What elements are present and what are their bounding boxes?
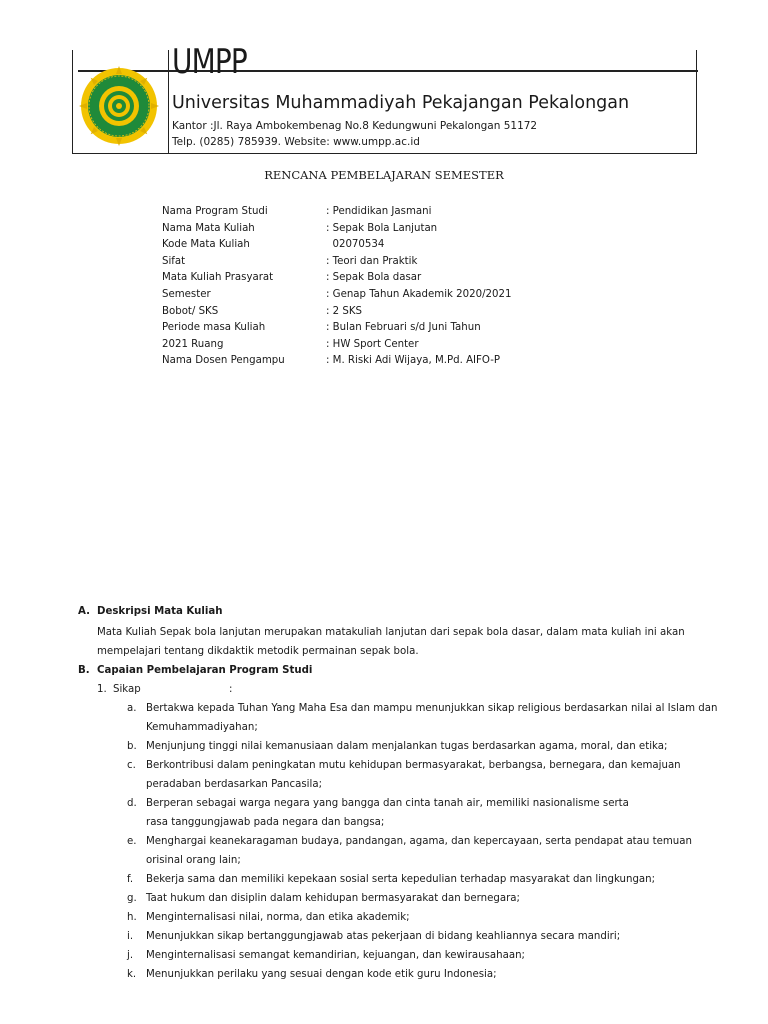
section-a-text-line: Mata Kuliah Sepak bola lanjutan merupakan matakuliah lanjutan dari sepak bola dasar, dalam mata kuliah ini akan xyxy=(97,627,685,638)
list-item-letter: g. xyxy=(127,893,137,904)
university-address: Kantor :Jl. Raya Ambokembenag No.8 Kedungwuni Pekalongan 51172 xyxy=(172,120,538,132)
info-value: : Genap Tahun Akademik 2020/2021 xyxy=(326,288,512,300)
document-title: RENCANA PEMBELAJARAN SEMESTER xyxy=(264,168,504,182)
list-item-letter: h. xyxy=(127,912,137,923)
university-name: Universitas Muhammadiyah Pekajangan Pekalongan xyxy=(172,93,630,113)
university-seal-icon xyxy=(79,66,159,146)
list-item-letter: d. xyxy=(127,798,137,809)
list-item-text: Berperan sebagai warga negara yang bangga dan cinta tanah air, memiliki nasionalisme serta xyxy=(146,798,629,809)
info-label: Sifat xyxy=(162,255,186,267)
info-value: 02070534 xyxy=(326,239,385,251)
info-label: Nama Program Studi xyxy=(162,206,268,217)
list-item-letter: k. xyxy=(127,969,137,980)
info-label: Mata Kuliah Prasyarat xyxy=(162,272,274,284)
list-item-letter: i. xyxy=(127,931,134,942)
section-b-heading: Capaian Pembelajaran Program Studi xyxy=(97,665,313,676)
header-border-divider xyxy=(168,50,169,154)
subsection-colon: : xyxy=(229,684,233,695)
list-item-letter: b. xyxy=(127,741,137,752)
info-value: : M. Riski Adi Wijaya, M.Pd. AIFO-P xyxy=(326,355,501,367)
university-contact: Telp. (0285) 785939. Website: www.umpp.ac.id xyxy=(172,136,420,148)
list-item-text: peradaban berdasarkan Pancasila; xyxy=(146,779,323,790)
list-item-text: rasa tanggungjawab pada negara dan bangsa; xyxy=(146,817,385,828)
section-b-letter: B. xyxy=(78,665,90,676)
info-label: Nama Dosen Pengampu xyxy=(162,355,285,367)
list-item-text: Bekerja sama dan memiliki kepekaan sosial serta kepedulian terhadap masyarakat dan lingkungan; xyxy=(146,874,656,885)
header-bottom-rule xyxy=(72,153,697,154)
subsection-number: 1. xyxy=(97,684,107,695)
info-label: Bobot/ SKS xyxy=(162,305,219,317)
list-item-text: Bertakwa kepada Tuhan Yang Maha Esa dan mampu menunjukkan sikap religious berdasarkan nilai al Islam dan xyxy=(146,703,718,714)
list-item-letter: e. xyxy=(127,836,137,847)
section-a-letter: A. xyxy=(78,606,90,617)
section-a-text-line: mempelajari tentang dikdaktik metodik permainan sepak bola. xyxy=(97,646,419,657)
list-item-letter: c. xyxy=(127,760,136,771)
list-item-text: Kemuhammadiyahan; xyxy=(146,722,258,733)
info-value: : 2 SKS xyxy=(326,305,363,317)
list-item-text: Menginternalisasi semangat kemandirian, kejuangan, dan kewirausahaan; xyxy=(146,950,525,961)
header-border-right xyxy=(696,50,697,154)
list-item-text: Menunjukkan perilaku yang sesuai dengan kode etik guru Indonesia; xyxy=(146,969,497,980)
subsection-label: Sikap xyxy=(113,684,141,695)
info-value: : Sepak Bola Lanjutan xyxy=(326,222,438,234)
info-value: : Bulan Februari s/d Juni Tahun xyxy=(326,322,481,334)
list-item-text: Menjunjung tinggi nilai kemanusiaan dalam menjalankan tugas berdasarkan agama, moral, dan etika; xyxy=(146,741,668,752)
info-value: : Pendidikan Jasmani xyxy=(326,206,432,217)
info-value: : Sepak Bola dasar xyxy=(326,272,422,284)
section-a-heading: Deskripsi Mata Kuliah xyxy=(97,606,223,617)
list-item-letter: j. xyxy=(127,950,134,961)
info-label: Nama Mata Kuliah xyxy=(162,222,255,234)
info-label: Periode masa Kuliah xyxy=(162,322,266,334)
info-label: Semester xyxy=(162,288,211,300)
info-label: 2021 Ruang xyxy=(162,338,224,350)
info-value: : Teori dan Praktik xyxy=(326,255,418,267)
brand-name: UMPP xyxy=(172,42,247,82)
list-item-text: Taat hukum dan disiplin dalam kehidupan bermasyarakat dan bernegara; xyxy=(146,893,520,904)
header-rule xyxy=(78,70,698,72)
list-item-text: Menghargai keanekaragaman budaya, pandangan, agama, dan kepercayaan, serta pendapat atau temuan xyxy=(146,836,692,847)
info-label: Kode Mata Kuliah xyxy=(162,239,250,251)
info-value: : HW Sport Center xyxy=(326,338,419,350)
list-item-text: orisinal orang lain; xyxy=(146,855,241,866)
list-item-letter: f. xyxy=(127,874,134,885)
list-item-text: Menginternalisasi nilai, norma, dan etika akademik; xyxy=(146,912,410,923)
list-item-text: Menunjukkan sikap bertanggungjawab atas pekerjaan di bidang keahliannya secara mandiri; xyxy=(146,931,621,942)
list-item-text: Berkontribusi dalam peningkatan mutu kehidupan bermasyarakat, berbangsa, bernegara, dan kemajuan xyxy=(146,760,681,771)
header-border-left xyxy=(72,50,73,154)
list-item-letter: a. xyxy=(127,703,137,714)
